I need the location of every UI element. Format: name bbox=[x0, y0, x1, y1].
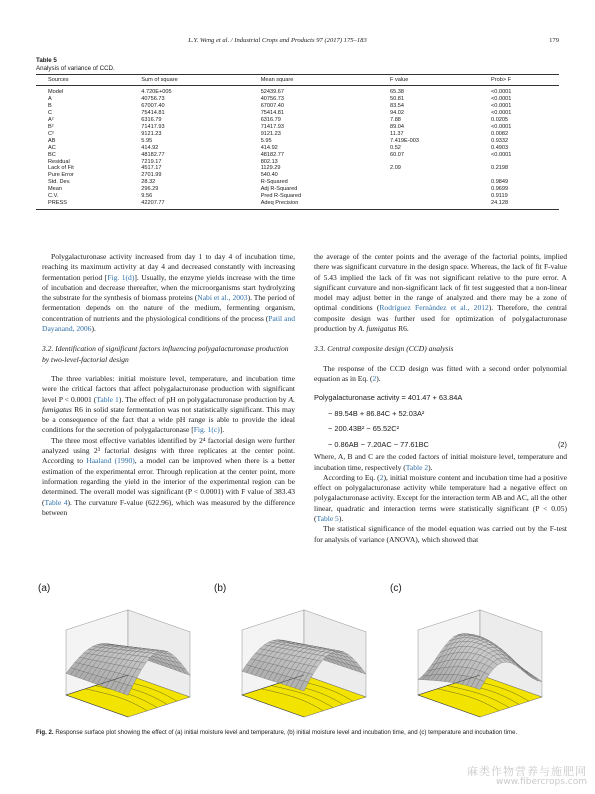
surface-plot-c-graphic bbox=[388, 583, 560, 725]
table-cell: C² bbox=[48, 130, 54, 137]
table-cell: 83.54 bbox=[390, 102, 405, 109]
table-cell: 71417.93 bbox=[260, 123, 285, 130]
paragraph: The response of the CCD design was fitted with a second order polynomial equation as in Eq. (2). bbox=[314, 363, 567, 383]
table-cell: 9.56 bbox=[141, 193, 153, 200]
surface-plot-b bbox=[212, 583, 384, 725]
table-cell: A bbox=[48, 95, 52, 102]
citation-link[interactable]: Nabi et al., 2003 bbox=[197, 293, 248, 303]
table-link[interactable]: Table 5 bbox=[316, 514, 339, 524]
table-row bbox=[36, 103, 559, 110]
surface-plot-a-graphic bbox=[36, 583, 208, 725]
column-header: Prob> F bbox=[479, 75, 559, 86]
table-cell: <0.0001 bbox=[491, 102, 512, 109]
table-row bbox=[36, 96, 559, 103]
table-cell: 71417.93 bbox=[141, 123, 165, 130]
equation-2 bbox=[314, 390, 567, 452]
table-cell: 414.92 bbox=[141, 144, 159, 151]
table-cell: 1129.29 bbox=[260, 165, 281, 172]
surface-plot-a bbox=[36, 583, 208, 725]
table-cell: 48182.77 bbox=[260, 151, 285, 158]
table-row bbox=[36, 124, 559, 131]
page-number: 179 bbox=[549, 37, 559, 44]
table-cell: 0.0082 bbox=[491, 130, 509, 137]
table-cell: <0.0001 bbox=[491, 123, 512, 130]
table-cell: AC bbox=[48, 144, 56, 151]
table-cell: PRESS bbox=[36, 200, 129, 209]
table-cell: C.V. bbox=[48, 193, 59, 200]
table-label: Table 5 bbox=[36, 57, 57, 64]
table-cell: 0.2198 bbox=[491, 165, 509, 172]
table-cell: 296.29 bbox=[141, 186, 159, 193]
table-cell: Mean bbox=[48, 186, 62, 193]
watermark-cn: 麻类作物营养与施肥网 bbox=[467, 765, 587, 778]
table-cell: 48182.77 bbox=[141, 151, 165, 158]
paragraph: The statistical significance of the model equation was carried out by the F-test for analysis of variance (ANOVA), which showed that bbox=[314, 524, 567, 544]
table-cell bbox=[378, 186, 479, 193]
column-header: Mean square bbox=[249, 75, 378, 86]
table-row bbox=[36, 110, 559, 117]
figure-link[interactable]: Fig. 1(d) bbox=[107, 272, 135, 282]
table-cell: 7.419E-003 bbox=[390, 137, 419, 144]
table-cell: 75414.81 bbox=[260, 109, 285, 116]
equation-link[interactable]: 2 bbox=[379, 472, 384, 482]
table-row bbox=[36, 200, 559, 209]
journal-citation: L.Y. Weng et al. / Industrial Crops and Products 97 (2017) 175–183 bbox=[188, 37, 367, 44]
table-cell: 65.38 bbox=[390, 89, 405, 95]
figure-2 bbox=[36, 583, 561, 725]
table-cell: 60.07 bbox=[390, 151, 405, 158]
section-heading: 3.2. Identification of significant factors influencing polygalacturonase production by two-level-factorial design bbox=[42, 344, 289, 364]
table-cell: Std. Dev. bbox=[48, 179, 71, 186]
paragraph: the average of the center points and the average of the factorial points, implied there was significant curvature in the design space. Whereas, the lack of fit F-value of 5.43 implied the lack of fit was not significant relative to the pure error. A significant curvature and non-significant lack of fit test suggested that a non-linear model may adjust better in the range of analyzed and there may be a zone of optimal conditions (Rodríguez Fernández et al., 2012). Therefore, the central composite design was further used for optimization of polygalacturonase production by A. fumigatus R6. bbox=[314, 252, 567, 334]
table-cell: Model bbox=[48, 89, 64, 95]
table-cell: 67007.40 bbox=[260, 102, 285, 109]
table-cell: 540.40 bbox=[260, 172, 278, 179]
table-cell: 802.13 bbox=[260, 158, 278, 165]
table-cell: 0.0205 bbox=[491, 116, 509, 123]
panel-label: (b) bbox=[214, 583, 227, 594]
figure-link[interactable]: Fig. 1(c) bbox=[193, 425, 220, 435]
table-cell: 0.9849 bbox=[491, 179, 509, 186]
table-cell: 0.9119 bbox=[491, 193, 508, 200]
paragraph: Where, A, B and C are the coded factors of initial moisture level, temperature and incubation time, respectively (Table 2). bbox=[314, 452, 567, 472]
table-cell bbox=[378, 159, 479, 166]
left-column bbox=[42, 252, 295, 518]
table-cell: 0.4903 bbox=[491, 144, 509, 151]
table-cell: 7219.17 bbox=[141, 158, 162, 165]
table-cell: 50.81 bbox=[390, 95, 405, 102]
equation-number: (2) bbox=[557, 439, 567, 449]
table-row bbox=[36, 86, 559, 96]
paragraph: The three variables: initial moisture level, temperature, and incubation time were the critical factors that affect polygalacturonase production with significant level P < 0.0001 (Table 1). The effect of pH on polygalacturonase production by A. fumigatus R6 in solid state fermentation was not statistically significant. This may be a consequence of the fact that a wide pH range is able to provide the ideal conditions for the secretion of polygalacturonase [Fig. 1(c)]. bbox=[42, 373, 296, 435]
running-header bbox=[36, 37, 559, 49]
watermark-url: www.fibercrops.com bbox=[496, 777, 587, 787]
surface-graphic bbox=[66, 610, 190, 717]
table-cell: 9121.23 bbox=[260, 130, 281, 137]
table-row bbox=[36, 159, 559, 166]
table-cell: 2701.99 bbox=[141, 172, 162, 179]
table-cell: Adeq Precision bbox=[249, 200, 378, 209]
table-cell: 0.9699 bbox=[491, 186, 509, 193]
table-cell: 0.9332 bbox=[491, 137, 509, 144]
table-cell: 0.52 bbox=[390, 144, 401, 151]
table-row bbox=[36, 117, 559, 124]
table-row bbox=[36, 193, 559, 200]
figure-label: Fig. 2. bbox=[36, 729, 54, 736]
table-cell: Adj R-Squared bbox=[260, 186, 298, 193]
table-row bbox=[36, 179, 559, 186]
paragraph: The three most effective variables identified by 2⁴ factorial design were further analyzed using 2³ factorial designs with three replicates at the center point. According to Haaland (1990), a model can be improved when there is a better estimation of the experimental error. Through replication at the center point, more information regarding the yield in the interior of the experimental region can be determined. The overall model was significant (P < 0.0001) with F value of 383.43 (Table 4). The curvature F-value (622.96), which was measured by the difference between bbox=[42, 435, 296, 517]
figure-caption-text: Response surface plot showing the effect of (a) initial moisture level and temperature, (b) initial moisture level and incubation time, and (c) temperature and incubation time. bbox=[55, 729, 518, 736]
equation-line: Polygalacturonase activity = 401.47 + 63.84A bbox=[314, 393, 463, 403]
section-heading: 3.3. Central composite design (CCD) analysis bbox=[314, 344, 454, 354]
table-cell: 42207.77 bbox=[129, 200, 248, 209]
table-cell: Lack of Fit bbox=[48, 165, 74, 172]
table-cell: C bbox=[48, 109, 53, 116]
table-link[interactable]: Table 4 bbox=[44, 497, 68, 507]
table-cell: B bbox=[48, 102, 52, 109]
watermark bbox=[467, 766, 587, 788]
right-column bbox=[314, 252, 567, 545]
table-cell: 75414.81 bbox=[141, 109, 165, 116]
table-cell: 24.128 bbox=[479, 200, 559, 209]
equation-line: − 200.43B² − 65.52C² bbox=[328, 424, 400, 434]
table-cell: BC bbox=[48, 151, 56, 158]
table-header-row bbox=[36, 75, 559, 86]
panel-label: (c) bbox=[390, 583, 402, 594]
table-link[interactable]: Table 1 bbox=[96, 394, 119, 404]
table-cell: <0.0001 bbox=[491, 109, 512, 116]
citation-link[interactable]: Patil and Dayanand, 2006 bbox=[42, 313, 295, 334]
surface-plot-b-graphic bbox=[212, 583, 384, 725]
table-cell: A² bbox=[48, 116, 54, 123]
column-header: F value bbox=[378, 75, 479, 86]
table-cell: 414.92 bbox=[260, 144, 278, 151]
anova-table bbox=[36, 74, 559, 210]
table-cell: AB bbox=[48, 137, 56, 144]
table-cell: 7.88 bbox=[390, 116, 401, 123]
table-cell: B² bbox=[48, 123, 54, 130]
table-cell: Pure Error bbox=[48, 172, 74, 179]
table-cell: 67007.40 bbox=[141, 102, 165, 109]
table-cell: 5.95 bbox=[260, 137, 272, 144]
table-cell bbox=[378, 179, 479, 186]
citation-link[interactable]: Rodríguez Fernández et al., 2012 bbox=[379, 303, 489, 313]
table-cell: 40756.73 bbox=[260, 95, 285, 102]
table-cell: 94.02 bbox=[390, 109, 405, 116]
table-cell: 28.32 bbox=[141, 179, 156, 186]
table-caption-text: Analysis of variance of CCD. bbox=[36, 65, 115, 72]
table-cell: 9121.23 bbox=[141, 130, 162, 137]
table-row bbox=[36, 138, 559, 145]
table-row bbox=[36, 165, 559, 172]
table-row bbox=[36, 186, 559, 193]
table-cell: 6316.79 bbox=[260, 116, 281, 123]
figure-caption bbox=[36, 729, 559, 737]
table-row bbox=[36, 152, 559, 159]
table-row bbox=[36, 131, 559, 138]
table-cell: 52439.67 bbox=[260, 89, 285, 95]
table-cell: R-Squared bbox=[260, 179, 288, 186]
table-cell: 6316.79 bbox=[141, 116, 162, 123]
table-cell: Pred R-Squared bbox=[260, 193, 302, 200]
table-cell: 2.09 bbox=[390, 165, 401, 172]
citation-link[interactable]: Haaland (1990) bbox=[86, 456, 135, 466]
table-cell: <0.0001 bbox=[491, 95, 512, 102]
surface-graphic bbox=[242, 610, 366, 717]
table-cell: Residual bbox=[48, 158, 70, 165]
column-header: Sources bbox=[36, 75, 129, 86]
table-cell bbox=[378, 172, 479, 179]
table-cell bbox=[378, 193, 479, 200]
surface-graphic bbox=[418, 610, 542, 717]
table-cell: <0.0001 bbox=[491, 89, 512, 95]
panel-label: (a) bbox=[38, 583, 51, 594]
column-header: Sum of square bbox=[129, 75, 248, 86]
equation-line: − 89.54B + 86.84C + 52.03A² bbox=[328, 408, 425, 418]
table-cell: 89.04 bbox=[390, 123, 405, 130]
table-cell: 4517.17 bbox=[141, 165, 162, 172]
table-row bbox=[36, 145, 559, 152]
table-cell: <0.0001 bbox=[491, 151, 512, 158]
table-cell bbox=[479, 172, 559, 179]
equation-link[interactable]: 2 bbox=[372, 373, 377, 383]
table-cell: 40756.73 bbox=[141, 95, 165, 102]
table-cell: 11.37 bbox=[390, 130, 404, 137]
equation-line: − 0.86AB − 7.20AC − 77.61BC (2) bbox=[314, 437, 567, 453]
table-cell bbox=[479, 159, 559, 166]
table-row bbox=[36, 172, 559, 179]
table-link[interactable]: Table 2 bbox=[405, 462, 429, 472]
table-cell: 4.720E+005 bbox=[141, 89, 172, 95]
paragraph: Polygalacturonase activity increased from day 1 to day 4 of incubation time, reaching its maximum activity at day 4 and decreased constantly with increasing fermentation period [Fig. 1(d)]. Usually, the enzyme yields increase with the time of incubation and decrease thereafter, when the microorganisms start hydrolyzing the substrate for the synthesis of biomass proteins (Nabi et al., 2003). The period of fermentation depends on the nature of the medium, fermenting organism, concentration of nutrients and the physiological conditions of the process (Patil and Dayanand, 2006). bbox=[42, 252, 295, 334]
paragraph: According to Eq. (2), initial moisture content and incubation time had a positive effect on polygalacturonase activity while temperature had a negative effect on polygalacturonase activity. Except for the interaction term AB and AC, all the other linear, quadratic and interaction terms were statistically significant (P < 0.05) (Table 5). bbox=[314, 472, 567, 524]
table-caption bbox=[36, 57, 115, 73]
surface-plot-c bbox=[388, 583, 560, 725]
table-cell bbox=[378, 200, 479, 209]
table-cell: 5.95 bbox=[141, 137, 153, 144]
